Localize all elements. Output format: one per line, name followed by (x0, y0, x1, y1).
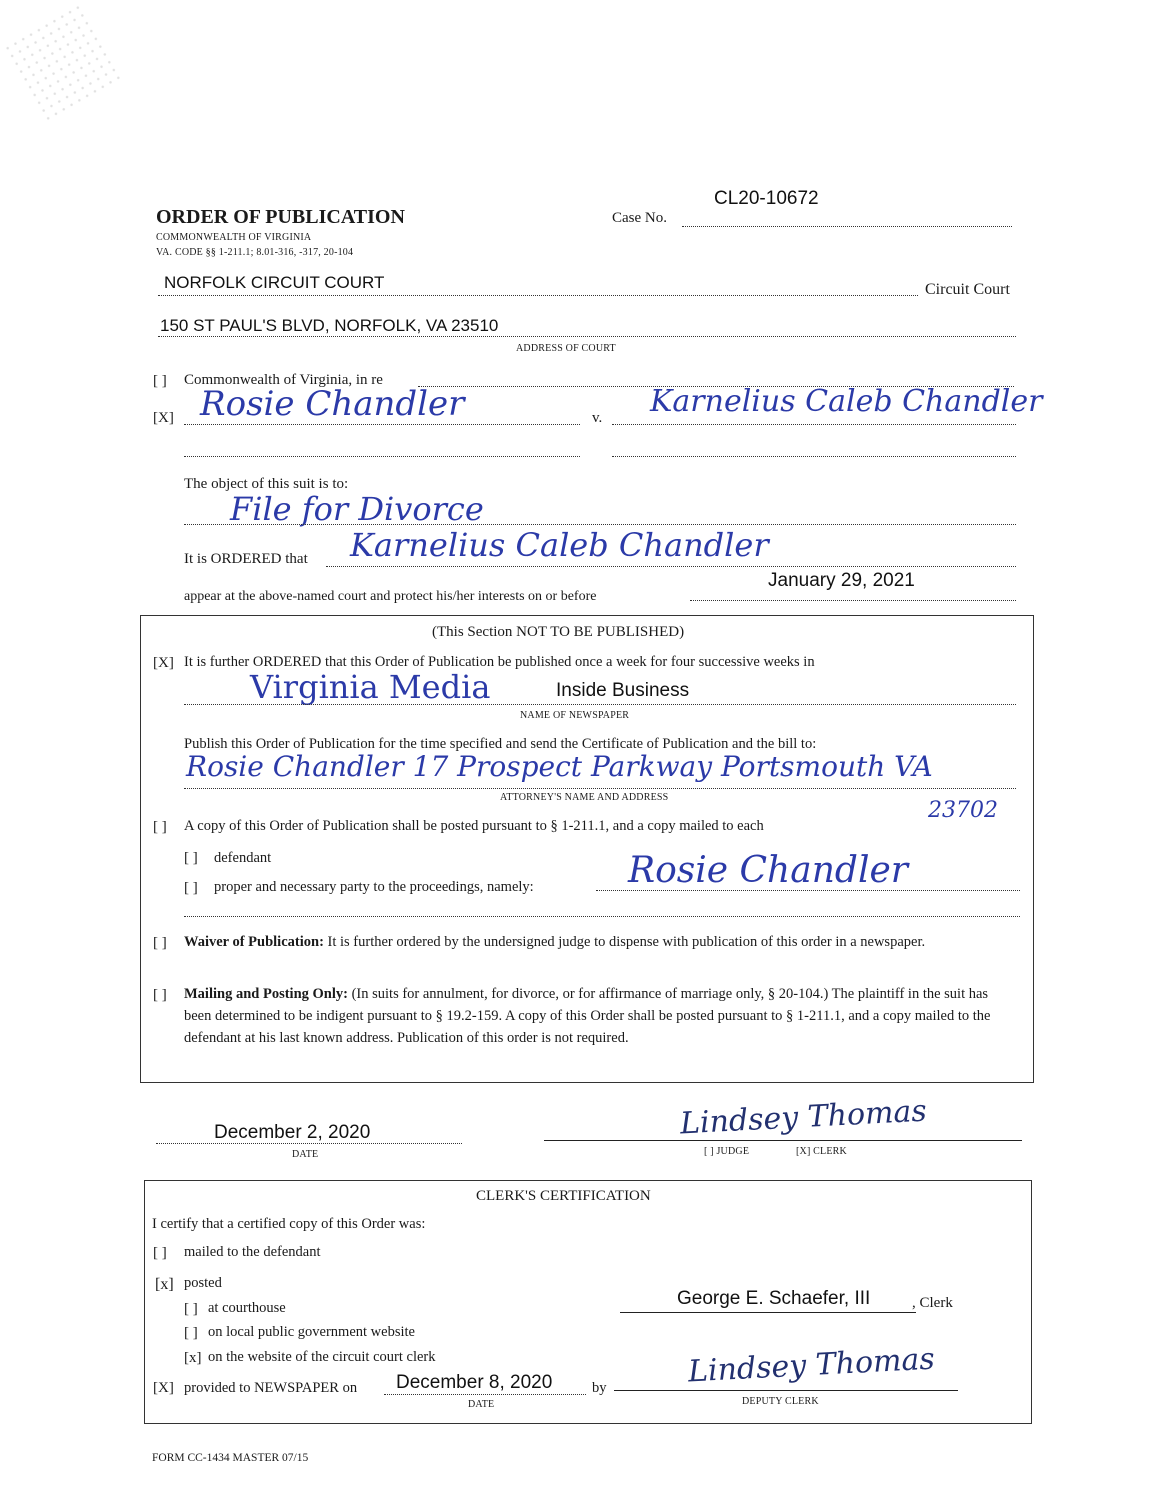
court-name: NORFOLK CIRCUIT COURT (164, 273, 385, 292)
address-of-court-label: ADDRESS OF COURT (516, 343, 616, 354)
deputy-clerk-label: DEPUTY CLERK (742, 1396, 819, 1407)
newspaper-handwritten: Virginia Media (250, 668, 491, 706)
ordered-party: Karnelius Caleb Chandler (350, 526, 769, 564)
certification-intro: I certify that a certified copy of this Order was: (152, 1216, 426, 1232)
mailing-paragraph (184, 983, 1004, 1049)
plaintiff-line-2 (184, 456, 580, 457)
defendant-line (612, 424, 1016, 425)
newspaper-provided-date-label: DATE (468, 1399, 495, 1410)
case-no-line (682, 226, 1012, 227)
deputy-signature-line (614, 1390, 958, 1391)
proper-party-label: proper and necessary party to the proceedings, namely: (214, 879, 534, 895)
proper-party-name: Rosie Chandler (628, 850, 908, 891)
proper-party-line-2 (184, 916, 1020, 917)
waiver-checkbox[interactable]: [ ] (153, 935, 167, 951)
clerk-signature: Lindsey Thomas (679, 1093, 928, 1142)
court-address-line (158, 336, 1016, 337)
plaintiff-name: Rosie Chandler (200, 384, 465, 424)
court-name-line (158, 295, 918, 296)
copy-posted-text: A copy of this Order of Publication shall be posted pursuant to § 1-211.1, and a copy mailed to each (184, 818, 764, 834)
further-ordered-checkbox[interactable]: [X] (153, 655, 174, 671)
clerk-website-checkbox[interactable]: [x] (184, 1350, 202, 1366)
courthouse-checkbox[interactable]: [ ] (184, 1301, 198, 1317)
versus-label: v. (592, 410, 603, 426)
case-no-label: Case No. (612, 210, 667, 226)
appear-label: appear at the above-named court and protect his/her interests on or before (184, 589, 597, 604)
newspaper-label: NAME OF NEWSPAPER (520, 710, 630, 721)
order-date-label: DATE (292, 1149, 319, 1160)
clerk-suffix: , Clerk (912, 1295, 953, 1311)
object-label: The object of this suit is to: (184, 476, 349, 492)
newspaper-provided-label: provided to NEWSPAPER on (184, 1380, 358, 1396)
defendant-checkbox[interactable]: [ ] (184, 850, 198, 866)
object-line (184, 524, 1016, 525)
newspaper-line (184, 704, 1016, 705)
clerk-option[interactable]: [X] CLERK (796, 1146, 847, 1157)
mailed-checkbox[interactable]: [ ] (153, 1245, 167, 1261)
in-re-label: Commonwealth of Virginia, in re (184, 372, 383, 388)
newspaper-typed: Inside Business (556, 680, 690, 701)
commonwealth-label: COMMONWEALTH OF VIRGINIA (156, 232, 312, 243)
copy-posted-checkbox[interactable]: [ ] (153, 819, 167, 835)
further-ordered-text: It is further ORDERED that this Order of Publication be published once a week for four successive weeks in (184, 654, 815, 670)
newspaper-provided-date: December 8, 2020 (396, 1372, 553, 1393)
suit-object: File for Divorce (230, 490, 484, 528)
newspaper-provided-line (384, 1394, 586, 1395)
versus-checkbox[interactable]: [X] (153, 410, 174, 426)
circuit-court-suffix: Circuit Court (925, 281, 1010, 298)
form-title: ORDER OF PUBLICATION (156, 206, 405, 228)
posted-checkbox[interactable]: [x] (155, 1276, 174, 1293)
appear-date: January 29, 2021 (768, 570, 915, 591)
certification-heading: CLERK'S CERTIFICATION (476, 1188, 651, 1204)
proper-party-checkbox[interactable]: [ ] (184, 880, 198, 896)
clerk-website-label: on the website of the circuit court clerk (208, 1349, 436, 1365)
order-date: December 2, 2020 (214, 1122, 371, 1143)
deputy-signature: Lindsey Thomas (687, 1341, 936, 1390)
mailing-checkbox[interactable]: [ ] (153, 987, 167, 1003)
waiver-title: Waiver of Publication: (184, 934, 324, 950)
in-re-checkbox[interactable]: [ ] (153, 373, 167, 389)
appear-line (690, 600, 1016, 601)
clerk-name-line (620, 1312, 916, 1313)
attorney-line (184, 788, 1016, 789)
defendant-option-label: defendant (214, 850, 272, 866)
local-website-label: on local public government website (208, 1324, 415, 1340)
newspaper-provided-checkbox[interactable]: [X] (153, 1380, 174, 1396)
posted-label: posted (184, 1275, 222, 1291)
plaintiff-line (184, 424, 580, 425)
not-published-heading: (This Section NOT TO BE PUBLISHED) (432, 624, 685, 640)
mailing-title: Mailing and Posting Only: (184, 986, 348, 1002)
ordered-label: It is ORDERED that (184, 551, 308, 567)
local-website-checkbox[interactable]: [ ] (184, 1325, 198, 1341)
defendant-name: Karnelius Caleb Chandler (650, 384, 1043, 419)
judge-option[interactable]: [ ] JUDGE (704, 1146, 750, 1157)
attorney-label: ATTORNEY'S NAME AND ADDRESS (500, 792, 669, 803)
va-code-label: VA. CODE §§ 1-211.1; 8.01-316, -317, 20-104 (156, 247, 354, 258)
attorney-address: Rosie Chandler 17 Prospect Parkway Portsmouth VA (186, 750, 933, 783)
court-address: 150 ST PAUL'S BLVD, NORFOLK, VA 23510 (160, 316, 499, 335)
attorney-zip: 23702 (928, 798, 998, 823)
defendant-line-2 (612, 456, 1016, 457)
signature-line (544, 1140, 1022, 1141)
courthouse-label: at courthouse (208, 1300, 286, 1316)
scan-artifact (2, 2, 125, 125)
by-label: by (592, 1380, 607, 1396)
form-number: FORM CC-1434 MASTER 07/15 (152, 1452, 309, 1464)
order-date-line (156, 1143, 462, 1144)
case-number: CL20-10672 (714, 188, 819, 209)
mailing-text: (In suits for annulment, for divorce, or for affirmance of marriage only, § 20-104.) The plaintiff in the suit has been determined to be indigent pursuant to § 19.2-159. A copy of this Order shall be posted pursuant to § 1-211.1, and a copy mailed to the defendant at his last known address. Publication of this order is not required. (184, 986, 991, 1046)
waiver-text: It is further ordered by the undersigned judge to dispense with publication of this order in a newspaper. (327, 934, 926, 950)
waiver-paragraph (184, 931, 1004, 953)
ordered-line (326, 566, 1016, 567)
clerk-name: George E. Schaefer, III (677, 1288, 871, 1309)
publish-text: Publish this Order of Publication for the time specified and send the Certificate of Publication and the bill to: (184, 736, 817, 752)
mailed-label: mailed to the defendant (184, 1244, 321, 1260)
